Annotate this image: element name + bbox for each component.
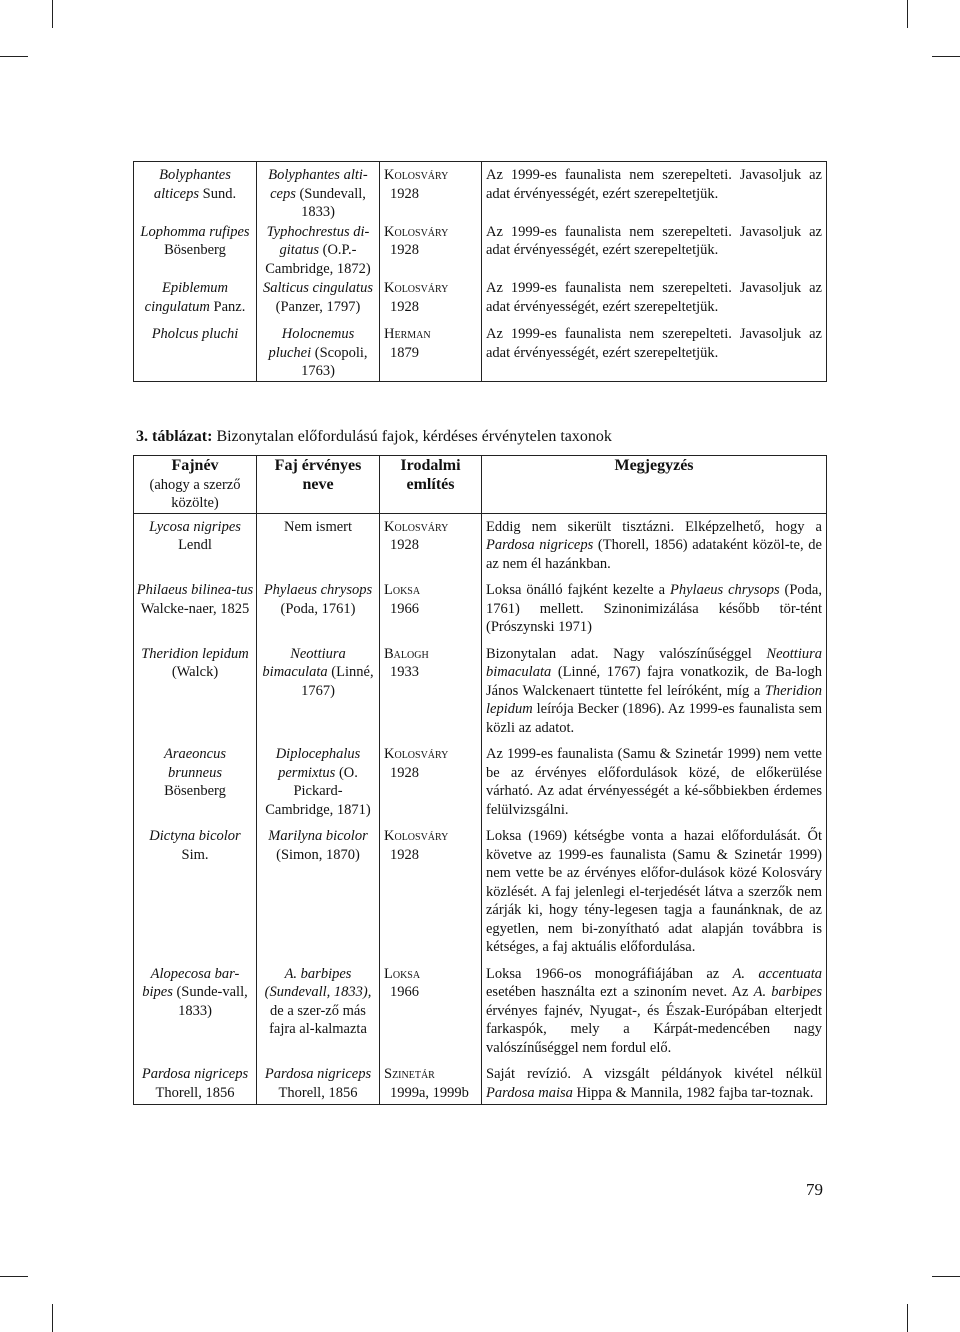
note-text: Az 1999-es faunalista nem szerepelteti. Javasoljuk az adat érvényességét, ezért szerepeltetjük. — [486, 167, 822, 202]
reference-author: Herman — [384, 326, 431, 342]
header-species-title: Fajnév — [171, 457, 219, 474]
table-row — [134, 162, 827, 222]
valid-name-author: (Panzer, 1797) — [275, 298, 361, 315]
note-italic-name: Pardosa nigriceps — [486, 537, 594, 553]
note-text: Loksa (1969) kétségbe vonta a hazai előfordulását. Őt követve az 1999-es faunalista (Samu & Szinetár 1999) nem vette be az érvényes előfor-dulások közé Kolosváry közlését. A faj jelenlegi el-terjedését látva a szerzők nem zárják ki, hogy tény-legesen tagja a faunánknak, de az egyetlen, nem bi-zonyítható adat alapján továbbra is kétséges, a faj aktuális előfordulása. — [486, 828, 822, 955]
note-text: leírója Becker (1896). Az 1999-es faunalista sem közli az adatot. — [486, 701, 822, 736]
species-name-cell — [134, 222, 257, 279]
reference-cell — [380, 575, 482, 639]
species-name-author: Walcke-naer, 1825 — [140, 600, 250, 617]
reference-year: 1928 — [390, 242, 419, 258]
header-species-sub: (ahogy a szerző közölte) — [149, 476, 241, 511]
note-cell — [482, 959, 827, 1060]
crop-mark — [907, 1304, 908, 1332]
note-italic-name: A. accentuata — [732, 965, 822, 982]
note-text: Loksa 1966-os monográfiájában az — [486, 965, 733, 982]
reference-cell — [380, 739, 482, 821]
table-row — [134, 575, 827, 639]
species-name-italic: Lophomma rufipes — [140, 223, 250, 240]
species-name-italic: Theridion lepidum — [141, 645, 249, 662]
reference-author: Loksa — [384, 965, 421, 982]
species-name-italic: Philaeus bilinea-tus — [136, 582, 254, 598]
table-caption-number: 3. táblázat: — [136, 428, 213, 445]
valid-name-author: (Scopoli, 1763) — [301, 344, 368, 379]
species-name-italic: Pardosa nigriceps — [141, 1066, 249, 1082]
valid-name-italic: Holocnemus pluchei — [268, 326, 355, 361]
reference-cell — [380, 1059, 482, 1105]
reference-author: Kolosváry — [384, 280, 449, 296]
reference-author: Kolosváry — [384, 518, 449, 535]
species-name-author: Lendl — [178, 537, 212, 553]
reference-author: Balogh — [384, 645, 429, 662]
crop-mark — [907, 0, 908, 28]
reference-author: Kolosváry — [384, 223, 449, 240]
note-text: (Poda, 1761) mellett. Szinonimizálása később tör-tént (Prószynski 1971) — [486, 582, 822, 635]
species-name-cell — [134, 324, 257, 381]
note-cell — [482, 639, 827, 740]
reference-year: 1928 — [390, 298, 419, 315]
note-text: esetében használta ezt a szinoním nevet. Az — [486, 984, 754, 1000]
reference-year: 1879 — [390, 344, 419, 361]
reference-cell — [380, 513, 482, 575]
reference-author: Szinetár — [384, 1066, 435, 1082]
species-name-cell — [134, 278, 257, 324]
species-name-cell — [134, 639, 257, 740]
species-name-italic: Alopecosa bar-bipes — [142, 965, 240, 1000]
reference-cell — [380, 324, 482, 381]
species-table-continued — [133, 161, 827, 382]
crop-mark — [52, 0, 53, 28]
species-name-author: Sund. — [202, 185, 237, 202]
note-text: Az 1999-es faunalista nem szerepelteti. Javasoljuk az adat érvényességét, ezért szerepeltetjük. — [486, 280, 822, 315]
note-text: (Linné, 1767) fajra vonatkozik, de Ba-logh János Walckenaert tüntette fel leíróként, míg a — [486, 664, 822, 699]
reference-year: 1999a, 1999b — [390, 1084, 469, 1101]
page-number: 79 — [806, 1180, 823, 1199]
valid-name-italic: Bolyphantes alti-ceps — [268, 167, 368, 202]
species-name-cell — [134, 739, 257, 821]
note-text: Hippa & Mannila, 1982 fajba tar-toznak. — [572, 1084, 814, 1101]
table-row — [134, 639, 827, 740]
table-row — [134, 324, 827, 381]
valid-name-author: (O. Pickard-Cambridge, 1871) — [265, 764, 371, 818]
note-cell — [482, 324, 827, 381]
species-name-author: Sim. — [181, 846, 209, 863]
species-name-cell — [134, 1059, 257, 1105]
note-text: Az 1999-es faunalista nem szerepelteti. Javasoljuk az adat érvényességét, ezért szerepeltetjük. — [486, 326, 822, 361]
valid-name-author: de a szer-ző más fajra al-kalmazta — [269, 1002, 367, 1037]
valid-name-italic: Diplocephalus permixtus — [275, 746, 361, 781]
header-reference: Irodalmi említés — [380, 456, 482, 514]
species-name-cell — [134, 513, 257, 575]
valid-name-italic: Pardosa nigriceps — [264, 1066, 372, 1082]
reference-author: Kolosváry — [384, 167, 449, 183]
note-cell — [482, 575, 827, 639]
table-row — [134, 513, 827, 575]
reference-year: 1928 — [390, 764, 419, 781]
reference-cell — [380, 222, 482, 279]
reference-author: Kolosváry — [384, 828, 449, 844]
note-text: Az 1999-es faunalista nem szerepelteti. Javasoljuk az adat érvényességét, ezért szerepeltetjük. — [486, 223, 822, 258]
species-name-author: Panz. — [213, 298, 246, 315]
table-row — [134, 1059, 827, 1105]
valid-name-italic: A. barbipes (Sundevall, 1833), — [264, 965, 372, 1000]
reference-year: 1928 — [390, 185, 419, 202]
valid-name-cell — [257, 278, 380, 324]
valid-name-cell — [257, 959, 380, 1060]
species-name-italic: Dictyna bicolor — [149, 828, 241, 844]
reference-cell — [380, 278, 482, 324]
table-row — [134, 821, 827, 959]
valid-name-cell — [257, 821, 380, 959]
note-cell — [482, 162, 827, 222]
species-name-cell — [134, 959, 257, 1060]
note-cell — [482, 278, 827, 324]
reference-year: 1966 — [390, 984, 419, 1000]
note-text: Loksa önálló fajként kezelte a — [486, 582, 670, 598]
species-name-author: (Sunde-vall, 1833) — [176, 984, 248, 1019]
species-name-author: (Walck) — [171, 664, 219, 680]
species-name-italic: Bolyphantes alticeps — [153, 167, 231, 202]
note-text: Saját revízió. A vizsgált példányok kivétel nélkül — [486, 1066, 822, 1082]
note-cell — [482, 821, 827, 959]
note-text: Eddig nem sikerült tisztázni. Elképzelhető, hogy a — [486, 518, 822, 535]
table-row — [134, 278, 827, 324]
note-text: Az 1999-es faunalista (Samu & Szinetár 1999) nem vette be az érvényes előfordulások közé, de előkerülése várható. Az adat érvényességét a ké-sőbbiekben érdemes felülvizsgálni. — [486, 746, 822, 818]
crop-mark — [0, 56, 28, 57]
valid-name-author: Thorell, 1856 — [278, 1084, 358, 1101]
note-cell — [482, 513, 827, 575]
reference-author: Loksa — [384, 582, 421, 598]
reference-year: 1928 — [390, 537, 419, 553]
crop-mark — [52, 1304, 53, 1332]
species-name-author: Bösenberg — [164, 242, 226, 258]
crop-mark — [932, 56, 960, 57]
species-name-italic: Araeoncus brunneus — [163, 746, 226, 781]
reference-year: 1933 — [390, 664, 419, 680]
valid-name-italic: Typhochrestus di-gitatus — [266, 223, 370, 258]
note-italic-name: Theridion lepidum — [486, 682, 822, 717]
note-cell — [482, 739, 827, 821]
valid-name-cell — [257, 1059, 380, 1105]
valid-name-italic: Salticus cingulatus — [263, 280, 373, 296]
uncertain-species-table — [133, 455, 827, 1105]
valid-name-author: (Sundevall, 1833) — [299, 185, 366, 220]
valid-name-italic: Neottiura bimaculata — [262, 645, 346, 680]
table-caption — [136, 428, 612, 446]
valid-name-cell — [257, 162, 380, 222]
header-species-name — [134, 456, 257, 514]
reference-author: Kolosváry — [384, 746, 449, 762]
species-name-cell — [134, 821, 257, 959]
species-name-italic: Pholcus pluchi — [151, 326, 239, 342]
species-name-cell — [134, 162, 257, 222]
valid-name-author: Nem ismert — [283, 518, 353, 535]
species-name-italic: Epiblemum cingulatum — [144, 280, 229, 315]
valid-name-cell — [257, 513, 380, 575]
valid-name-cell — [257, 575, 380, 639]
note-cell — [482, 1059, 827, 1105]
header-note: Megjegyzés — [482, 456, 827, 514]
reference-cell — [380, 639, 482, 740]
valid-name-cell — [257, 639, 380, 740]
reference-year: 1928 — [390, 846, 419, 863]
note-cell — [482, 222, 827, 279]
valid-name-author: (O.P.-Cambridge, 1872) — [265, 242, 371, 277]
table-header-row — [134, 456, 827, 514]
note-italic-name: Neottiura bimaculata — [486, 645, 822, 680]
reference-year: 1966 — [390, 600, 419, 617]
valid-name-cell — [257, 222, 380, 279]
note-text: Bizonytalan adat. Nagy valószínűséggel — [486, 645, 767, 662]
crop-mark — [932, 1276, 960, 1277]
reference-cell — [380, 821, 482, 959]
table-row — [134, 739, 827, 821]
note-italic-name: Phylaeus chrysops — [670, 582, 780, 598]
valid-name-author: (Linné, 1767) — [301, 664, 374, 699]
species-name-author: Thorell, 1856 — [155, 1084, 235, 1101]
note-text: érvényes fajnév, Nyugat-, és Észak-Európában elterjedt farkaspók, mely a Kárpát-medencében nagy valószínűséggel nem fordul elő. — [486, 1002, 822, 1056]
crop-mark — [0, 1276, 28, 1277]
valid-name-author: (Poda, 1761) — [280, 600, 356, 617]
table-caption-text: Bizonytalan előfordulású fajok, kérdéses érvénytelen taxonok — [216, 428, 612, 445]
note-text: (Thorell, 1856) adataként közöl-te, de az nem él hazánkban. — [486, 537, 822, 572]
note-italic-name: Pardosa maisa — [486, 1084, 573, 1101]
valid-name-author: (Simon, 1870) — [276, 846, 360, 863]
valid-name-cell — [257, 324, 380, 381]
valid-name-italic: Marilyna bicolor — [268, 828, 368, 844]
species-name-cell — [134, 575, 257, 639]
valid-name-italic: Phylaeus chrysops — [263, 582, 373, 598]
reference-cell — [380, 959, 482, 1060]
reference-cell — [380, 162, 482, 222]
species-name-author: Bösenberg — [164, 783, 226, 799]
valid-name-cell — [257, 739, 380, 821]
header-valid-name: Faj érvényes neve — [257, 456, 380, 514]
note-italic-name: A. barbipes — [753, 984, 822, 1000]
species-name-italic: Lycosa nigripes — [149, 518, 241, 535]
table-row — [134, 959, 827, 1060]
table-row — [134, 222, 827, 279]
